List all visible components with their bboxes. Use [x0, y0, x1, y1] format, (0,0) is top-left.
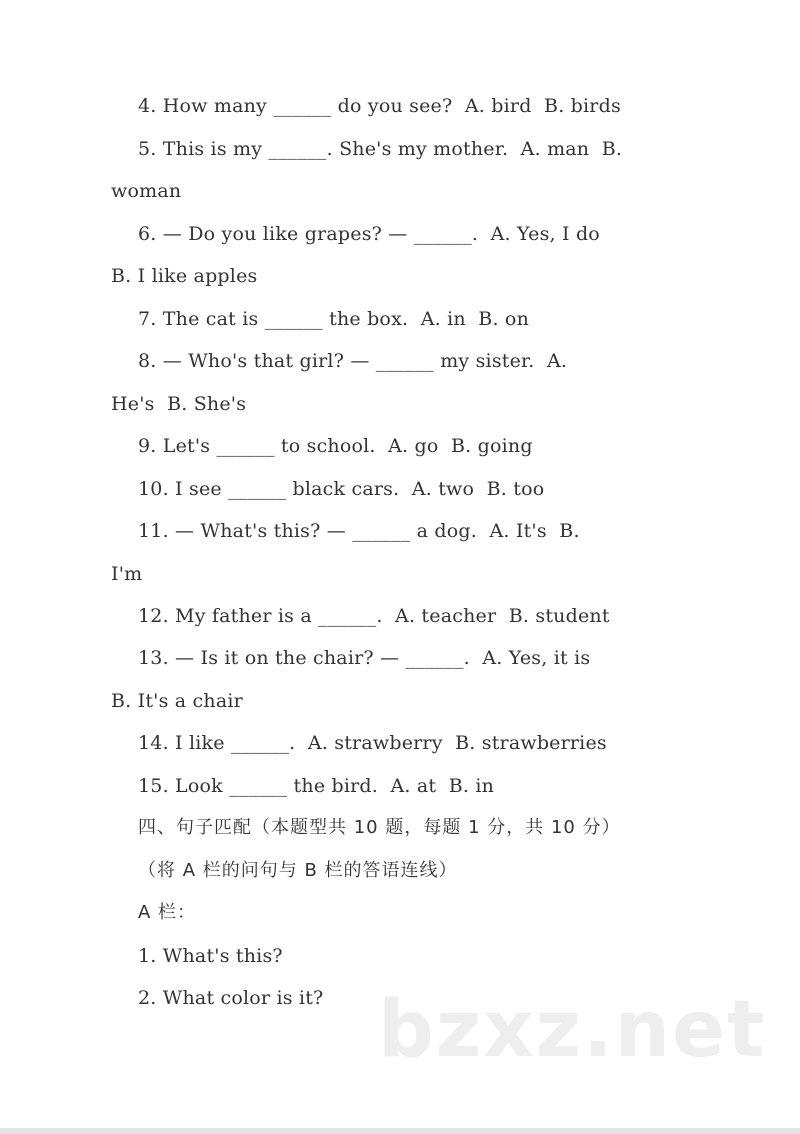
match-item-2: 2. What color is it?	[138, 987, 324, 1009]
column-a-label: A 栏：	[138, 902, 197, 923]
question-9: 9. Let's ______ to school. A. go B. going	[138, 435, 533, 457]
question-5: 5. This is my ______. She's my mother. A. man B.	[138, 138, 623, 160]
question-11-continued: I'm	[111, 563, 143, 585]
question-4: 4. How many ______ do you see? A. bird B. birds	[138, 95, 621, 117]
question-6-continued: B. I like apples	[111, 265, 258, 287]
section-4-heading: 四、句子匹配（本题型共 10 题，每题 1 分，共 10 分）	[138, 817, 621, 838]
question-6: 6. — Do you like grapes? — ______. A. Yes, I do	[138, 223, 600, 245]
match-item-1: 1. What's this?	[138, 945, 283, 967]
question-10: 10. I see ______ black cars. A. two B. too	[138, 478, 545, 500]
page-bottom-edge	[0, 1128, 800, 1134]
question-5-continued: woman	[111, 180, 182, 202]
question-13: 13. — Is it on the chair? — ______. A. Yes, it is	[138, 647, 591, 669]
question-15: 15. Look ______ the bird. A. at B. in	[138, 775, 495, 797]
question-7: 7. The cat is ______ the box. A. in B. on	[138, 308, 530, 330]
watermark-logo: bzxz.net	[378, 985, 767, 1075]
question-11: 11. — What's this? — ______ a dog. A. It's B.	[138, 520, 580, 542]
question-13-continued: B. It's a chair	[111, 690, 243, 712]
question-8: 8. — Who's that girl? — ______ my sister. A.	[138, 350, 568, 372]
section-4-instruction: （将 A 栏的问句与 B 栏的答语连线）	[138, 860, 458, 881]
question-12: 12. My father is a ______. A. teacher B. student	[138, 605, 610, 627]
question-14: 14. I like ______. A. strawberry B. strawberries	[138, 732, 607, 754]
question-8-continued: He's B. She's	[111, 393, 247, 415]
